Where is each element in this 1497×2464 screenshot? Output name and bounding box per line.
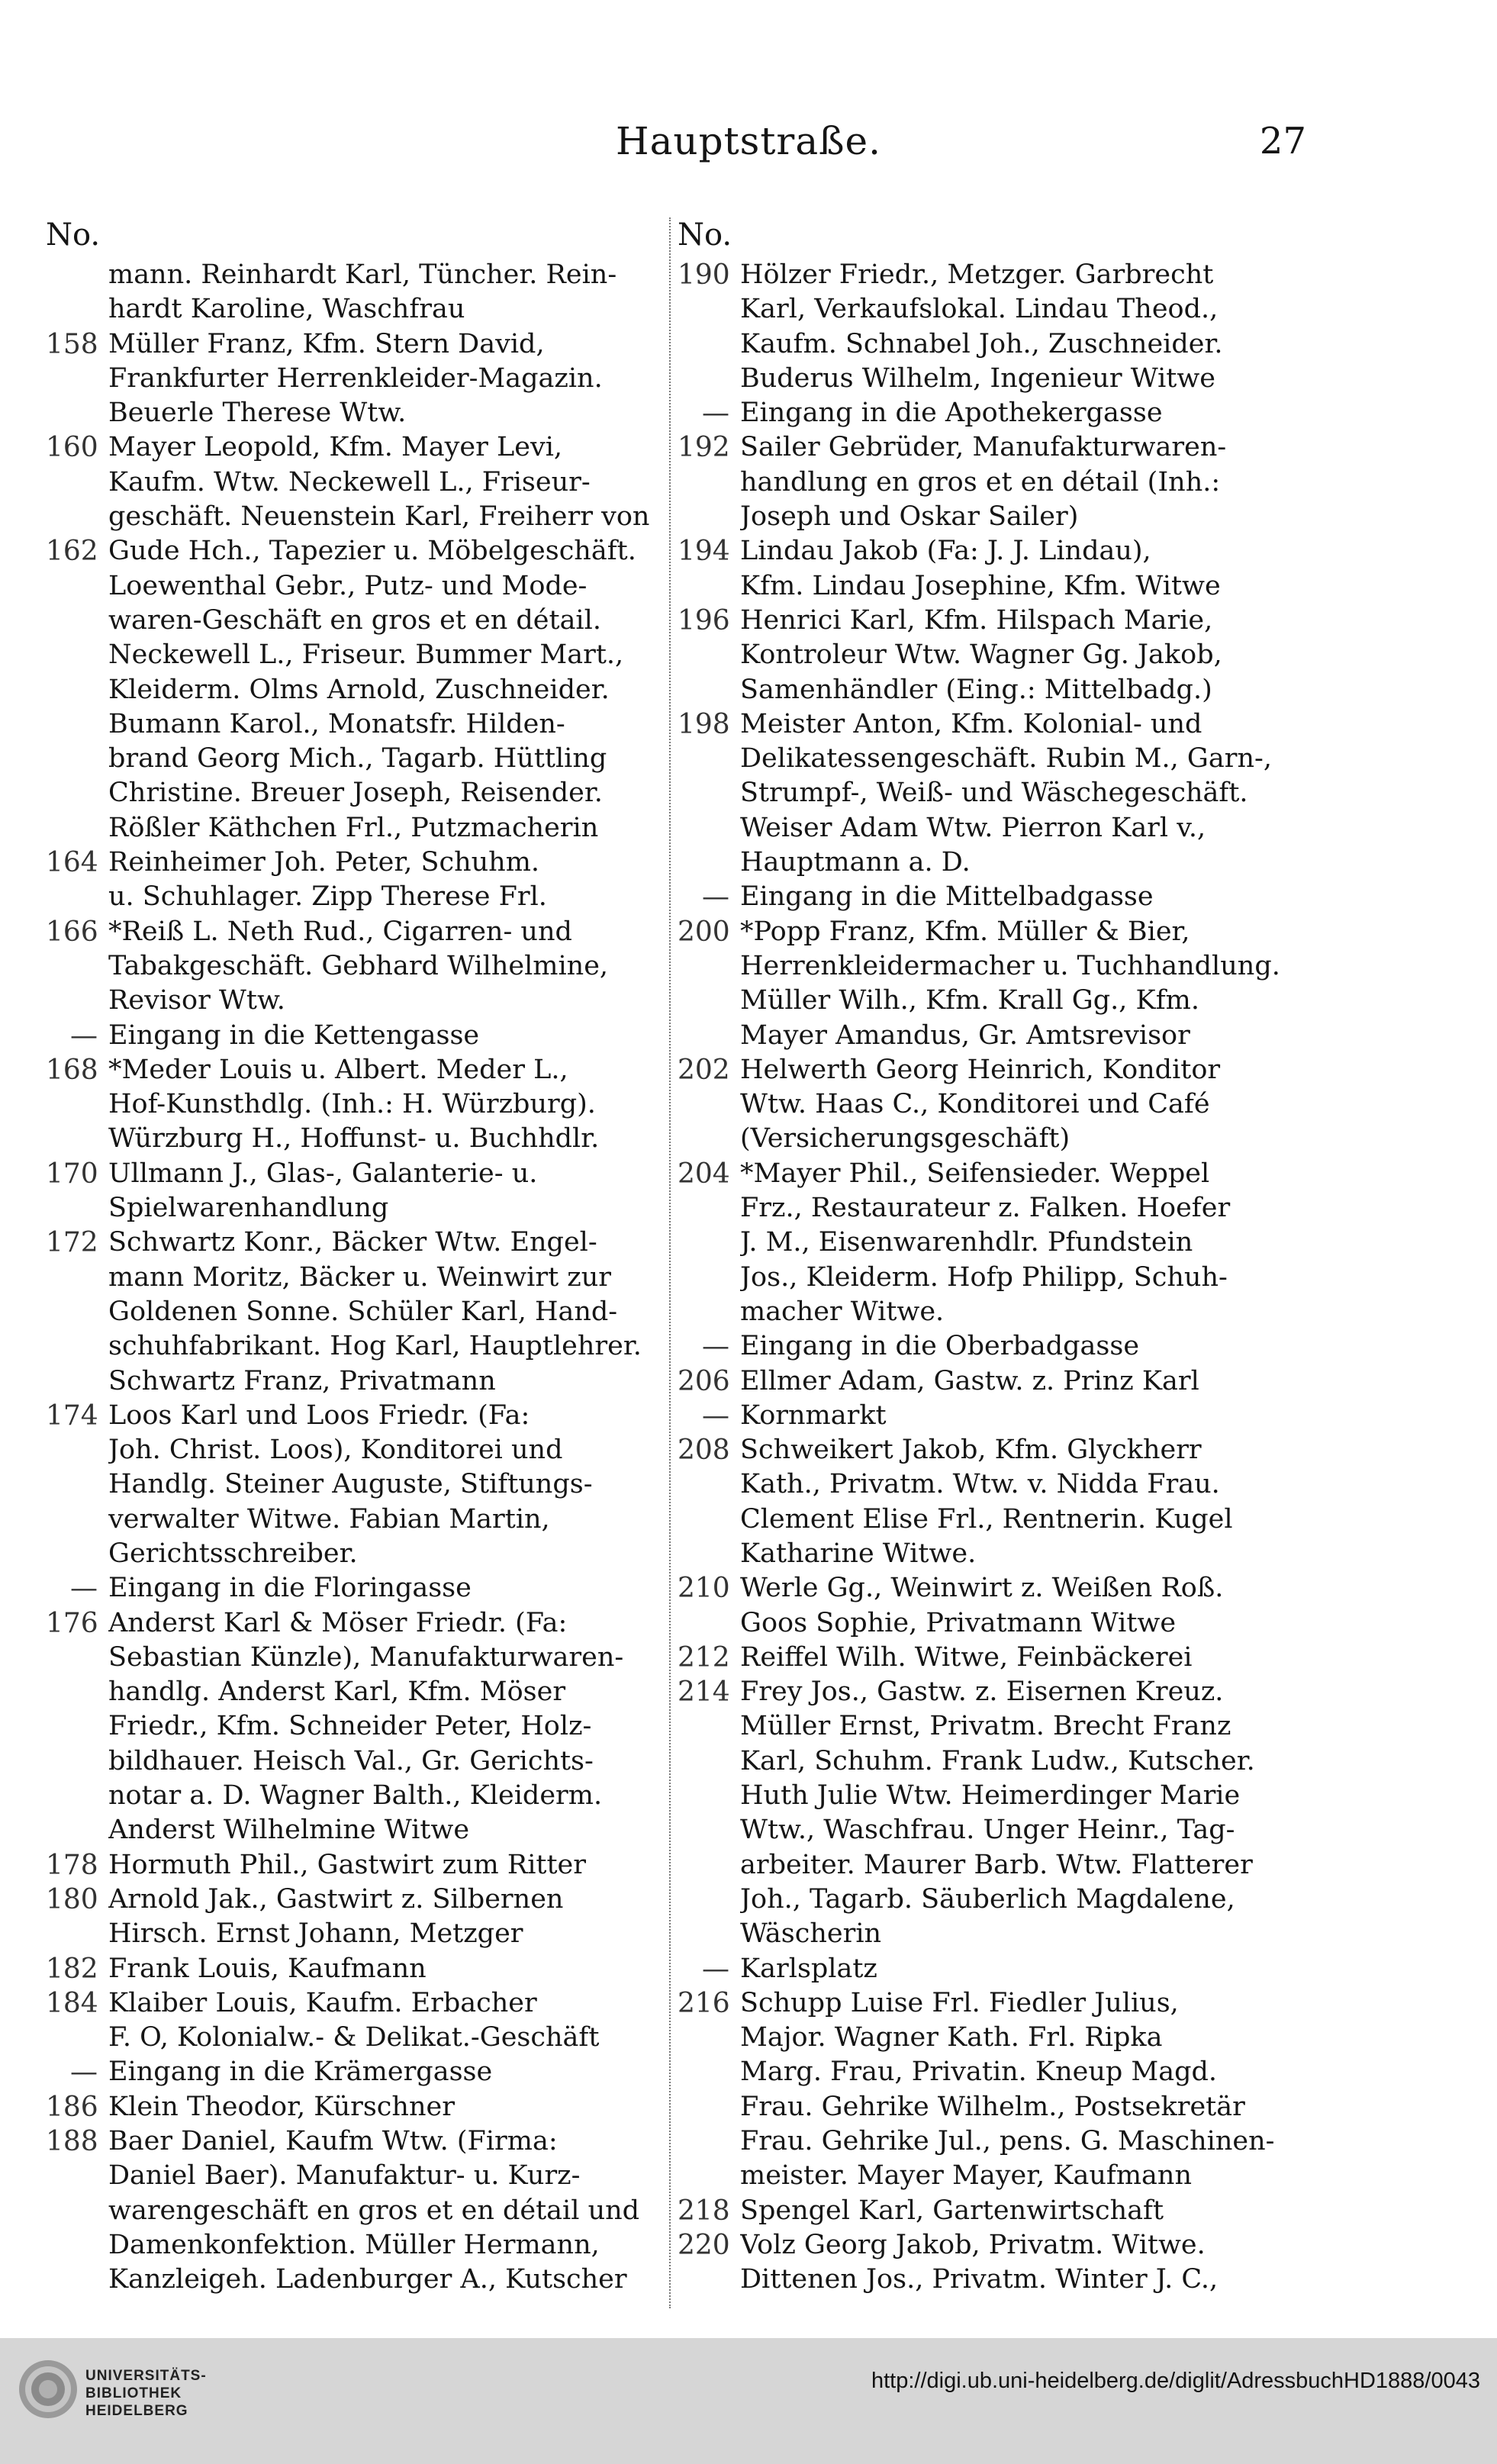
entry-line: Handlg. Steiner Auguste, Stiftungs- — [108, 1469, 593, 1500]
column-header: No. — [678, 217, 732, 253]
entry-line: Wäscherin — [740, 1918, 882, 1950]
library-name-line: HEIDELBERG — [85, 2403, 188, 2419]
house-number: 168 — [46, 1054, 98, 1086]
entry-line: Marg. Frau, Privatin. Kneup Magd. — [740, 2057, 1218, 2088]
entry-line: Reinheimer Joh. Peter, Schuhm. — [108, 847, 540, 878]
entry-text — [740, 1053, 1303, 1157]
directory-entry — [678, 2194, 1303, 2228]
entry-text — [740, 396, 1303, 430]
entry-line: Samenhändler (Eing.: Mittelbadg.) — [740, 674, 1212, 705]
directory-entry — [46, 1571, 664, 1606]
library-name-line: BIBLIOTHEK — [85, 2385, 182, 2401]
entry-line: Karl, Schuhm. Frank Ludw., Kutscher. — [740, 1745, 1255, 1776]
entry-text — [740, 1641, 1303, 1675]
column-divider — [669, 217, 671, 2308]
entry-line: Major. Wagner Kath. Frl. Ripka — [740, 2022, 1163, 2053]
entry-line: Hirsch. Ernst Johann, Metzger — [108, 1918, 523, 1950]
library-name — [85, 2367, 207, 2420]
house-number: 206 — [678, 1365, 730, 1397]
entry-line: Baer Daniel, Kaufm Wtw. (Firma: — [108, 2126, 558, 2157]
house-number: 180 — [46, 1883, 98, 1915]
directory-entry — [46, 845, 664, 915]
entry-line: Frank Louis, Kaufmann — [108, 1953, 427, 1984]
entry-line: macher Witwe. — [740, 1296, 945, 1327]
house-number: 204 — [678, 1158, 730, 1190]
entry-line: Kfm. Lindau Josephine, Kfm. Witwe — [740, 570, 1221, 601]
entry-line: *Popp Franz, Kfm. Müller & Bier, — [740, 916, 1190, 947]
entry-text — [740, 2228, 1303, 2298]
entry-text — [108, 915, 664, 1019]
entry-text — [108, 1883, 664, 1952]
entry-line: Meister Anton, Kfm. Kolonial- und — [740, 708, 1202, 739]
house-number: 220 — [678, 2229, 730, 2261]
house-number: 196 — [678, 604, 730, 636]
entry-line: Eingang in die Apothekergasse — [740, 398, 1163, 429]
house-number: 208 — [678, 1435, 730, 1467]
directory-entry — [678, 1399, 1303, 1433]
entry-text — [108, 1053, 664, 1157]
entry-line: Klaiber Louis, Kaufm. Erbacher — [108, 1987, 537, 2018]
entry-line: Müller Ernst, Privatm. Brecht Franz — [740, 1711, 1231, 1742]
entry-line: Goldenen Sonne. Schüler Karl, Hand- — [108, 1296, 618, 1327]
directory-entry — [46, 1226, 664, 1398]
directory-entry — [46, 534, 664, 845]
house-number: 186 — [46, 2091, 98, 2123]
entry-line: Kath., Privatm. Wtw. v. Nidda Frau. — [740, 1469, 1220, 1500]
entry-line: Eingang in die Floringasse — [108, 1573, 472, 1604]
entry-text — [740, 707, 1303, 880]
entry-line: Klein Theodor, Kürschner — [108, 2091, 455, 2122]
entry-line: Tabakgeschäft. Gebhard Wilhelmine, — [108, 950, 609, 981]
entry-line: handlung en gros et en détail (Inh.: — [740, 466, 1221, 498]
directory-entry — [678, 2228, 1303, 2298]
directory-entry — [46, 2090, 664, 2124]
entry-text — [108, 1848, 664, 1883]
entry-line: Frz., Restaurateur z. Falken. Hoefer — [740, 1193, 1231, 1224]
entry-line: Goos Sophie, Privatmann Witwe — [740, 1607, 1177, 1638]
entry-line: notar a. D. Wagner Balth., Kleiderm. — [108, 1780, 603, 1812]
entry-line: Wtw., Waschfrau. Unger Heinr., Tag- — [740, 1815, 1235, 1846]
entry-line: Reiffel Wilh. Witwe, Feinbäckerei — [740, 1641, 1193, 1673]
entry-line: waren-Geschäft en gros et en détail. — [108, 604, 601, 636]
entry-line: Frankfurter Herrenkleider-Magazin. — [108, 362, 603, 394]
entry-line: Schupp Luise Frl. Fiedler Julius, — [740, 1987, 1179, 2018]
house-number: 184 — [46, 1987, 98, 2019]
entry-text — [108, 1606, 664, 1848]
entry-list — [678, 258, 1303, 2298]
directory-entry — [46, 1986, 664, 2056]
house-number: 212 — [678, 1641, 730, 1673]
entry-line: Christine. Breuer Joseph, Reisender. — [108, 778, 603, 809]
directory-entry — [678, 604, 1303, 707]
entry-text — [740, 1433, 1303, 1571]
directory-entry — [678, 707, 1303, 880]
entry-line: Mayer Leopold, Kfm. Mayer Levi, — [108, 432, 563, 463]
entry-line: Ullmann J., Glas-, Galanterie- u. — [108, 1158, 538, 1189]
entry-text — [740, 880, 1303, 914]
entry-text — [740, 1571, 1303, 1641]
house-number: — — [70, 1019, 98, 1052]
entry-text — [108, 258, 664, 327]
entry-line: Anderst Wilhelmine Witwe — [108, 1815, 470, 1846]
entry-text — [740, 915, 1303, 1053]
entry-line: Hölzer Friedr., Metzger. Garbrecht — [740, 259, 1214, 290]
entry-line: Helwerth Georg Heinrich, Konditor — [740, 1054, 1221, 1085]
entry-line: Kornmarkt — [740, 1399, 887, 1431]
entry-line: Hof-Kunsthdlg. (Inh.: H. Würzburg). — [108, 1089, 596, 1120]
entry-line: Huth Julie Wtw. Heimerdinger Marie — [740, 1780, 1241, 1812]
entry-line: Delikatessengeschäft. Rubin M., Garn-, — [740, 743, 1272, 775]
page-title: Hauptstraße. — [615, 119, 882, 163]
entry-line: Gerichtsschreiber. — [108, 1538, 358, 1569]
entry-text — [108, 1019, 664, 1053]
entry-text — [108, 1986, 664, 2056]
entry-line: Kleiderm. Olms Arnold, Zuschneider. — [108, 674, 610, 705]
entry-line: schuhfabrikant. Hog Karl, Hauptlehrer. — [108, 1331, 642, 1362]
house-number: — — [70, 1573, 98, 1605]
house-number: 172 — [46, 1227, 98, 1259]
entry-line: Sailer Gebrüder, Manufakturwaren- — [740, 432, 1227, 463]
entry-line: Loos Karl und Loos Friedr. (Fa: — [108, 1399, 530, 1431]
entry-line: geschäft. Neuenstein Karl, Freiherr von — [108, 501, 650, 533]
entry-line: Jos., Kleiderm. Hofp Philipp, Schuh- — [740, 1261, 1228, 1293]
entry-line: brand Georg Mich., Tagarb. Hüttling — [108, 743, 607, 775]
entry-line: *Mayer Phil., Seifensieder. Weppel — [740, 1158, 1210, 1189]
house-number: 202 — [678, 1054, 730, 1086]
entry-line: Anderst Karl & Möser Friedr. (Fa: — [108, 1607, 568, 1638]
entry-line: Neckewell L., Friseur. Bummer Mart., — [108, 639, 624, 671]
directory-entry — [678, 1364, 1303, 1399]
house-number: — — [702, 1331, 729, 1363]
house-number: 216 — [678, 1987, 730, 2019]
directory-entry — [46, 1848, 664, 1883]
entry-line: Müller Franz, Kfm. Stern David, — [108, 328, 545, 359]
house-number: 176 — [46, 1607, 98, 1639]
entry-text — [740, 1329, 1303, 1364]
house-number: 192 — [678, 432, 730, 464]
entry-line: J. M., Eisenwarenhdlr. Pfundstein — [740, 1227, 1193, 1258]
entry-line: Herrenkleidermacher u. Tuchhandlung. — [740, 950, 1280, 981]
directory-entry — [46, 1019, 664, 1053]
entry-line: Spielwarenhandlung — [108, 1193, 389, 1224]
entry-line: Joseph und Oskar Sailer) — [740, 501, 1079, 533]
entry-line: u. Schuhlager. Zipp Therese Frl. — [108, 881, 547, 913]
house-number: 200 — [678, 916, 730, 948]
directory-entry — [678, 1641, 1303, 1675]
entry-line: Ellmer Adam, Gastw. z. Prinz Karl — [740, 1365, 1199, 1396]
entry-line: Joh. Christ. Loos), Konditorei und — [108, 1435, 563, 1466]
directory-entry — [678, 1675, 1303, 1951]
house-number: 182 — [46, 1953, 98, 1985]
page-number: 27 — [1259, 120, 1306, 163]
entry-line: Würzburg H., Hoffunst- u. Buchhdlr. — [108, 1123, 600, 1155]
entry-line: Schwartz Konr., Bäcker Wtw. Engel- — [108, 1227, 597, 1258]
entry-line: Eingang in die Oberbadgasse — [740, 1331, 1140, 1362]
directory-entry — [678, 258, 1303, 396]
directory-entry — [46, 1883, 664, 1952]
house-number: — — [702, 1399, 729, 1432]
entry-text — [740, 1364, 1303, 1399]
entry-text — [108, 2055, 664, 2089]
entry-line: Friedr., Kfm. Schneider Peter, Holz- — [108, 1711, 592, 1742]
entry-text — [108, 1157, 664, 1226]
entry-text — [108, 1226, 664, 1398]
directory-entry — [46, 2055, 664, 2089]
directory-entry — [46, 1952, 664, 1986]
entry-line: Frau. Gehrike Wilhelm., Postsekretär — [740, 2091, 1245, 2122]
entry-text — [108, 2090, 664, 2124]
entry-text — [740, 534, 1303, 604]
entry-line: *Meder Louis u. Albert. Meder L., — [108, 1054, 568, 1085]
entry-line: Schweikert Jakob, Kfm. Glyckherr — [740, 1435, 1202, 1466]
house-number: 174 — [46, 1399, 98, 1432]
entry-line: Bumann Karol., Monatsfr. Hilden- — [108, 708, 565, 739]
entry-text — [740, 430, 1303, 534]
entry-line: Kaufm. Schnabel Joh., Zuschneider. — [740, 328, 1223, 359]
entry-text — [108, 1952, 664, 1986]
entry-line: F. O, Kolonialw.- & Delikat.-Geschäft — [108, 2022, 600, 2053]
entry-line: Wtw. Haas C., Konditorei und Café — [740, 1089, 1210, 1120]
entry-line: Schwartz Franz, Privatmann — [108, 1365, 496, 1396]
entry-line: Eingang in die Kettengasse — [108, 1019, 480, 1051]
entry-line: Joh., Tagarb. Säuberlich Magdalene, — [740, 1883, 1235, 1915]
entry-line: Loewenthal Gebr., Putz- und Mode- — [108, 570, 588, 601]
entry-line: meister. Mayer Mayer, Kaufmann — [740, 2160, 1192, 2192]
entry-line: mann. Reinhardt Karl, Tüncher. Rein- — [108, 259, 617, 290]
entry-text — [740, 1952, 1303, 1986]
directory-entry — [46, 1053, 664, 1157]
house-number: 164 — [46, 847, 98, 879]
directory-entry — [678, 915, 1303, 1053]
house-number: 188 — [46, 2126, 98, 2158]
footer-bar — [0, 2338, 1497, 2464]
entry-text — [740, 604, 1303, 707]
entry-line: Arnold Jak., Gastwirt z. Silbernen — [108, 1883, 564, 1915]
directory-entry — [46, 1606, 664, 1848]
directory-entry — [46, 327, 664, 431]
entry-line: Frey Jos., Gastw. z. Eisernen Kreuz. — [740, 1676, 1224, 1708]
entry-line: bildhauer. Heisch Val., Gr. Gerichts- — [108, 1745, 594, 1776]
entry-line: Karl, Verkaufslokal. Lindau Theod., — [740, 294, 1219, 325]
entry-line: Werle Gg., Weinwirt z. Weißen Roß. — [740, 1573, 1224, 1604]
house-number: 210 — [678, 1573, 730, 1605]
left-column — [46, 212, 664, 2318]
house-number: 178 — [46, 1849, 98, 1881]
entry-line: Karlsplatz — [740, 1953, 877, 1984]
house-number: 170 — [46, 1158, 98, 1190]
entry-line: (Versicherungsgeschäft) — [740, 1123, 1070, 1155]
house-number: — — [702, 398, 729, 430]
entry-line: Hauptmann a. D. — [740, 847, 971, 878]
entry-line: Müller Wilh., Kfm. Krall Gg., Kfm. — [740, 985, 1199, 1016]
entry-line: handlg. Anderst Karl, Kfm. Möser — [108, 1676, 566, 1708]
directory-entry — [678, 430, 1303, 534]
directory-entry — [678, 880, 1303, 914]
directory-entry — [678, 1433, 1303, 1571]
entry-line: Sebastian Künzle), Manufakturwaren- — [108, 1641, 624, 1673]
entry-line: Strumpf-, Weiß- und Wäschegeschäft. — [740, 778, 1248, 809]
entry-text — [740, 1157, 1303, 1329]
entry-line: *Reiß L. Neth Rud., Cigarren- und — [108, 916, 572, 947]
directory-entry — [46, 258, 664, 327]
entry-line: Kanzleigeh. Ladenburger A., Kutscher — [108, 2264, 627, 2295]
house-number: 194 — [678, 536, 730, 568]
directory-entry — [46, 430, 664, 534]
entry-line: Kontroleur Wtw. Wagner Gg. Jakob, — [740, 639, 1222, 671]
house-number: 190 — [678, 259, 730, 291]
entry-line: Katharine Witwe. — [740, 1538, 977, 1569]
entry-line: Weiser Adam Wtw. Pierron Karl v., — [740, 812, 1206, 843]
entry-line: Daniel Baer). Manufaktur- u. Kurz- — [108, 2160, 581, 2192]
house-number: — — [70, 2057, 98, 2089]
entry-line: Mayer Amandus, Gr. Amtsrevisor — [740, 1019, 1190, 1051]
directory-entry — [678, 1571, 1303, 1641]
column-header: No. — [46, 217, 101, 253]
entry-line: Eingang in die Mittelbadgasse — [740, 881, 1154, 913]
house-number: 162 — [46, 536, 98, 568]
entry-text — [108, 1399, 664, 1571]
house-number: — — [702, 1953, 729, 1985]
entry-line: hardt Karoline, Waschfrau — [108, 294, 465, 325]
entry-text — [740, 1986, 1303, 2194]
directory-entry — [46, 1157, 664, 1226]
entry-line: Frau. Gehrike Jul., pens. G. Maschinen- — [740, 2126, 1275, 2157]
entry-line: Hormuth Phil., Gastwirt zum Ritter — [108, 1849, 586, 1880]
directory-entry — [46, 1399, 664, 1571]
entry-line: Spengel Karl, Gartenwirtschaft — [740, 2195, 1164, 2226]
entry-line: Rößler Käthchen Frl., Putzmacherin — [108, 812, 599, 843]
entry-text — [108, 2124, 664, 2297]
entry-line: Dittenen Jos., Privatm. Winter J. C., — [740, 2264, 1219, 2295]
entry-line: Gude Hch., Tapezier u. Möbelgeschäft. — [108, 536, 636, 567]
directory-entry — [678, 534, 1303, 604]
source-url-link[interactable]: http://digi.ub.uni-heidelberg.de/diglit/AdressbuchHD1888/0043 — [871, 2369, 1480, 2393]
entry-line: Revisor Wtw. — [108, 985, 285, 1016]
entry-line: arbeiter. Maurer Barb. Wtw. Flatterer — [740, 1849, 1253, 1880]
house-number: 158 — [46, 328, 98, 360]
page-header — [0, 114, 1497, 168]
entry-list — [46, 258, 664, 2298]
university-seal-icon — [17, 2358, 79, 2421]
entry-text — [108, 327, 664, 431]
entry-text — [740, 2194, 1303, 2228]
directory-entry — [46, 2124, 664, 2297]
entry-line: verwalter Witwe. Fabian Martin, — [108, 1503, 550, 1535]
directory-entry — [46, 915, 664, 1019]
entry-line: Beuerle Therese Wtw. — [108, 398, 407, 429]
library-name-line: UNIVERSITÄTS- — [85, 2368, 207, 2384]
right-column — [678, 212, 1303, 2318]
entry-line: Henrici Karl, Kfm. Hilspach Marie, — [740, 604, 1213, 636]
entry-text — [108, 1571, 664, 1606]
directory-entry — [678, 1986, 1303, 2194]
entry-line: Lindau Jakob (Fa: J. J. Lindau), — [740, 536, 1151, 567]
house-number: 198 — [678, 708, 730, 740]
directory-entry — [678, 1157, 1303, 1329]
entry-text — [108, 534, 664, 845]
entry-line: warengeschäft en gros et en détail und — [108, 2195, 640, 2226]
entry-line: Buderus Wilhelm, Ingenieur Witwe — [740, 362, 1215, 394]
house-number: 218 — [678, 2195, 730, 2227]
entry-text — [108, 430, 664, 534]
entry-text — [740, 1399, 1303, 1433]
entry-text — [108, 845, 664, 915]
directory-entry — [678, 1053, 1303, 1157]
directory-entry — [678, 1952, 1303, 1986]
directory-entry — [678, 1329, 1303, 1364]
entry-text — [740, 1675, 1303, 1951]
entry-line: Clement Elise Frl., Rentnerin. Kugel — [740, 1503, 1233, 1535]
entry-line: Eingang in die Krämergasse — [108, 2057, 493, 2088]
house-number: 166 — [46, 916, 98, 948]
entry-line: Damenkonfektion. Müller Hermann, — [108, 2229, 600, 2260]
house-number: — — [702, 881, 729, 913]
entry-text — [740, 258, 1303, 396]
house-number: 160 — [46, 432, 98, 464]
entry-line: Kaufm. Wtw. Neckewell L., Friseur- — [108, 466, 591, 498]
entry-line: mann Moritz, Bäcker u. Weinwirt zur — [108, 1261, 611, 1293]
house-number: 214 — [678, 1676, 730, 1709]
entry-line: Volz Georg Jakob, Privatm. Witwe. — [740, 2229, 1206, 2260]
directory-entry — [678, 396, 1303, 430]
